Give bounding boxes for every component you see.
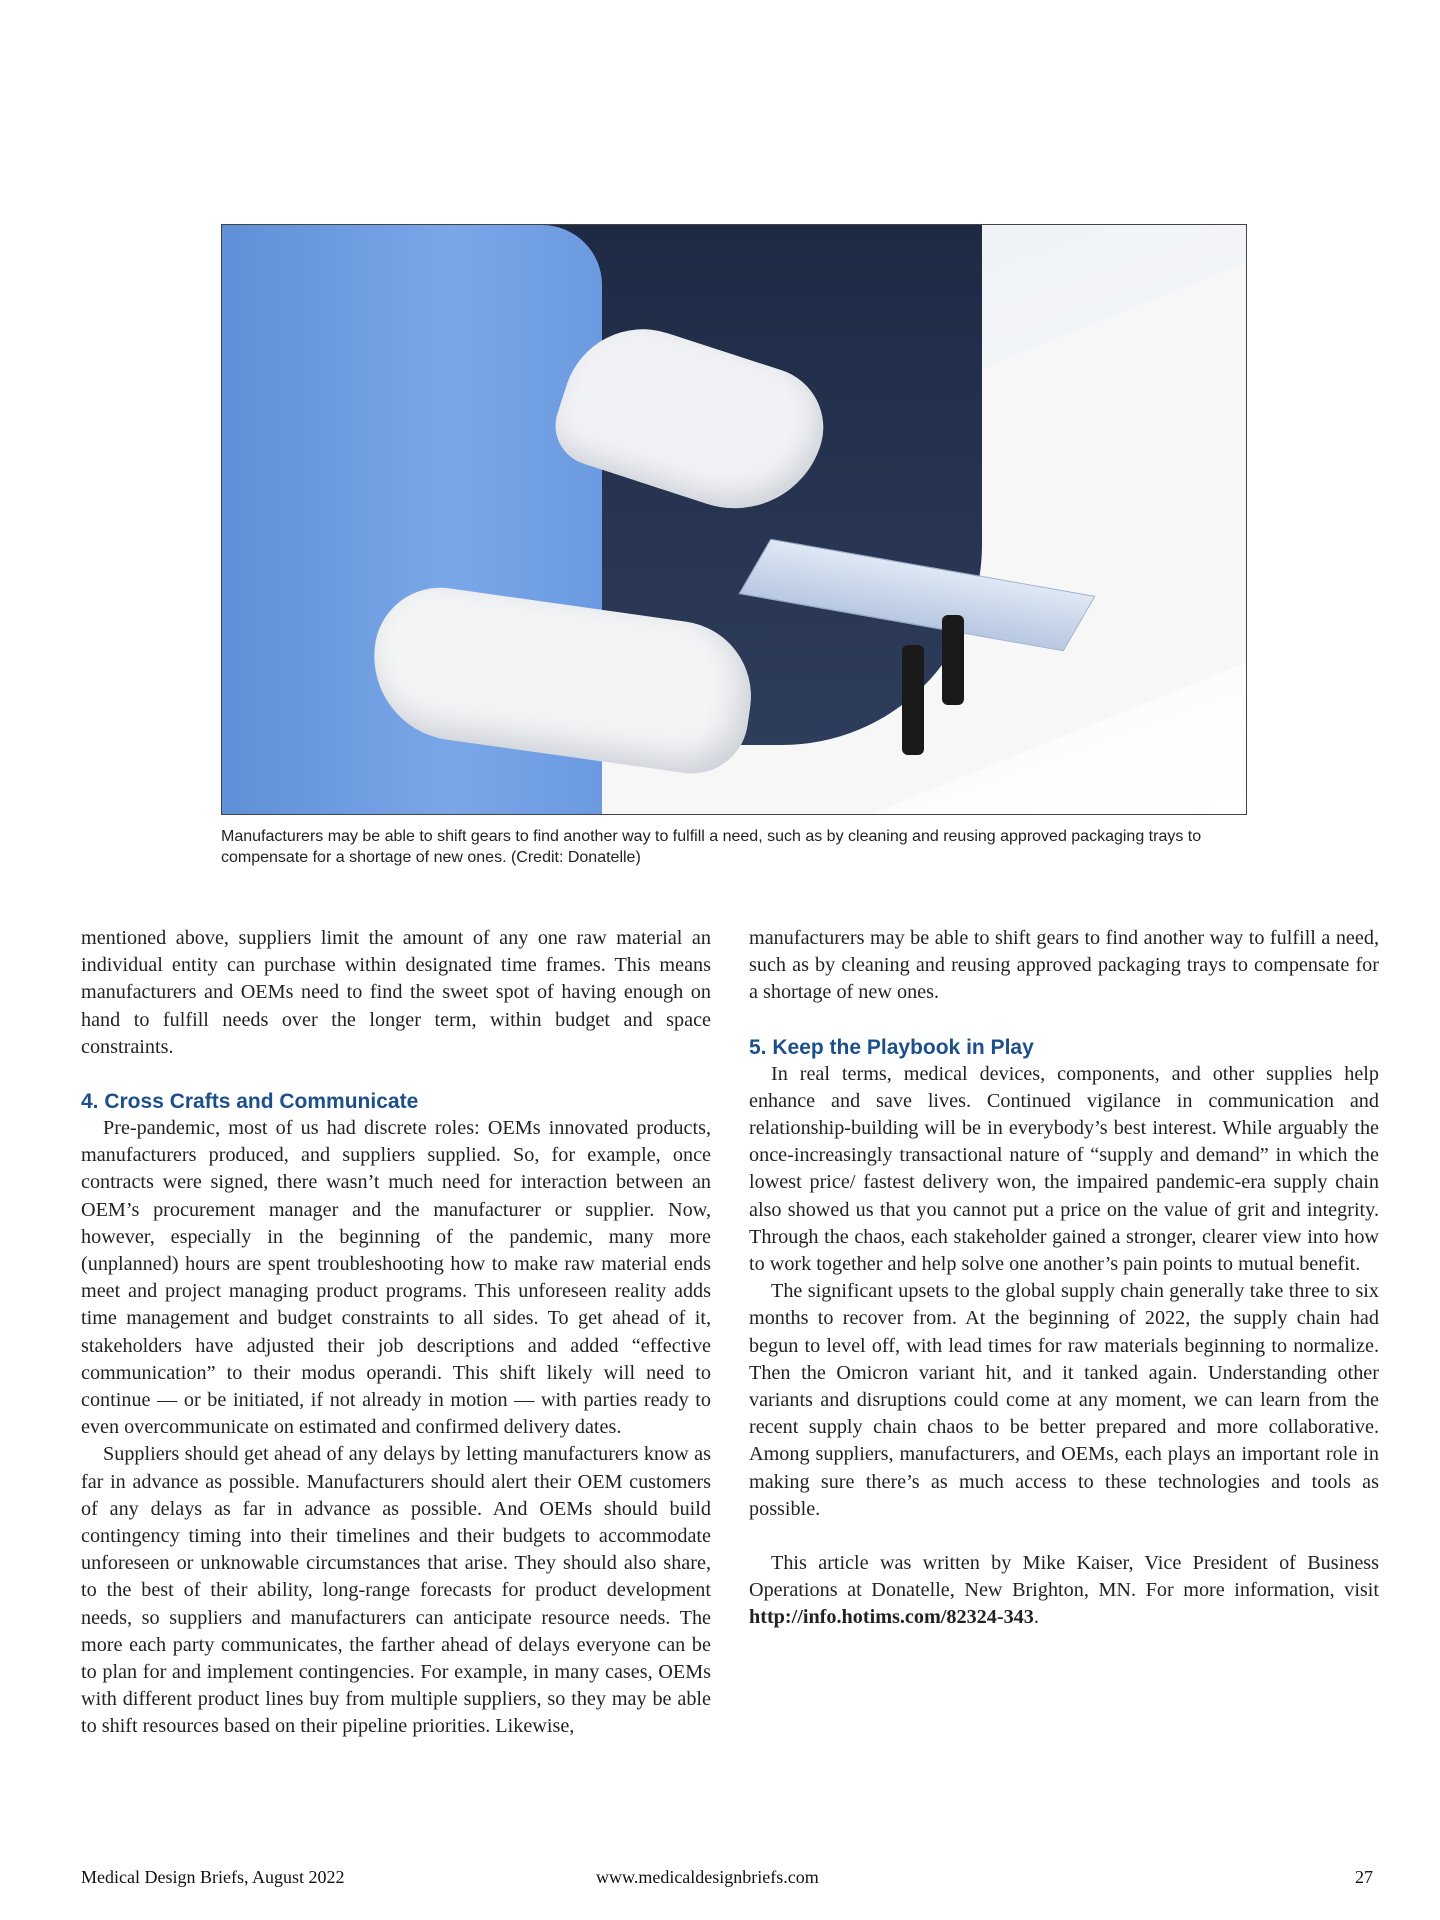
- footer-publication: Medical Design Briefs, August 2022: [81, 1867, 345, 1887]
- paragraph: The significant upsets to the global supply chain generally take three to six months to recover from. At the beginning of 2022, the supply chain had begun to level off, with lead times for raw materials beginning to normalize. Then the Omicron variant hit, and it tanked again. Understanding other variants and disruptions could come at any moment, we can learn from the recent supply chain chaos to be better prepared and more collaborative. Among suppliers, manufacturers, and OEMs, each plays an important role in making sure there’s as much access to these technologies and tools as possible.: [749, 1280, 1379, 1520]
- section-heading-4: 4. Cross Crafts and Communicate: [81, 1090, 419, 1114]
- paragraph: mentioned above, suppliers limit the amount of any one raw material an individual entity can purchase within designated time frames. This means manufacturers and OEMs need to find the sweet spot of having enough on hand to fulfill needs over the longer term, within budget and space constraints.: [81, 927, 711, 1058]
- footer-page-number: 27: [1355, 1867, 1373, 1887]
- author-note: [749, 1550, 1379, 1632]
- photo-tray-leg: [942, 615, 964, 705]
- left-column: [81, 925, 711, 1741]
- figure-caption: Manufacturers may be able to shift gears to find another way to fulfill a need, such as by cleaning and reusing approved packaging trays to compensate for a shortage of new ones. (Credit: Donatelle): [221, 828, 1202, 866]
- paragraph: manufacturers may be able to shift gears to find another way to fulfill a need, such as by cleaning and reusing approved packaging trays to compensate for a shortage of new ones.: [749, 927, 1379, 1004]
- article-photo: [221, 224, 1247, 815]
- period: .: [1033, 1606, 1039, 1629]
- paragraph: Suppliers should get ahead of any delays by letting manufacturers know as far in advance as possible. Manufacturers should alert their OEM customers of any delays as far in advance as possible. And OEMs should build contingency timing into their timelines and their budgets to accommodate unforeseen or unknowable circumstances that arise. They should also share, to the best of their ability, long-range forecasts for product development needs, so suppliers and manufacturers can anticipate resource needs. The more each party communicates, the farther ahead of delays everyone can be to plan for and implement contingencies. For example, in many cases, OEMs with different product lines buy from multiple suppliers, so they may be able to shift resources based on their pipeline priorities. Likewise,: [81, 1443, 711, 1738]
- photo-tray-leg: [902, 645, 924, 755]
- paragraph: Pre-pandemic, most of us had discrete roles: OEMs innovated products, manufacturers produced, and suppliers supplied. So, for example, once contracts were signed, there wasn’t much need for interaction between an OEM’s procurement manager and the manufacturer or supplier. Now, however, especially in the beginning of the pandemic, many more (unplanned) hours are spent troubleshooting how to make raw material ends meet and project managing product programs. This unforeseen reality adds time management and budget constraints to all sides. To get ahead of it, stakeholders have adjusted their job descriptions and added “effective communication” to their modus operandi. This shift likely will need to continue — or be initiated, if not already in motion — with parties ready to even overcommunicate on estimated and confirmed delivery dates.: [81, 1117, 711, 1439]
- paragraph: In real terms, medical devices, components, and other supplies help enhance and save lives. Continued vigilance in communication and relationship-building will be in everybody’s best interest. While arguably the once-increasingly transactional nature of “supply and demand” in which the lowest price/ fastest delivery won, the impaired pandemic-era supply chain also showed us that you cannot put a price on the value of grit and integrity. Through the chaos, each stakeholder gained a stronger, clearer view into how to work together and help solve one another’s pain points to mutual benefit.: [749, 1062, 1379, 1276]
- footer-website[interactable]: www.medicaldesignbriefs.com: [596, 1867, 819, 1887]
- section-heading-5: 5. Keep the Playbook in Play: [749, 1035, 1034, 1059]
- author-note-text: This article was written by Mike Kaiser, Vice President of Business Operations at Donatelle, New Brighton, MN. For more information, visit: [749, 1552, 1379, 1602]
- right-column: [749, 925, 1379, 1632]
- info-link[interactable]: http://info.hotims.com/82324-343: [749, 1606, 1034, 1629]
